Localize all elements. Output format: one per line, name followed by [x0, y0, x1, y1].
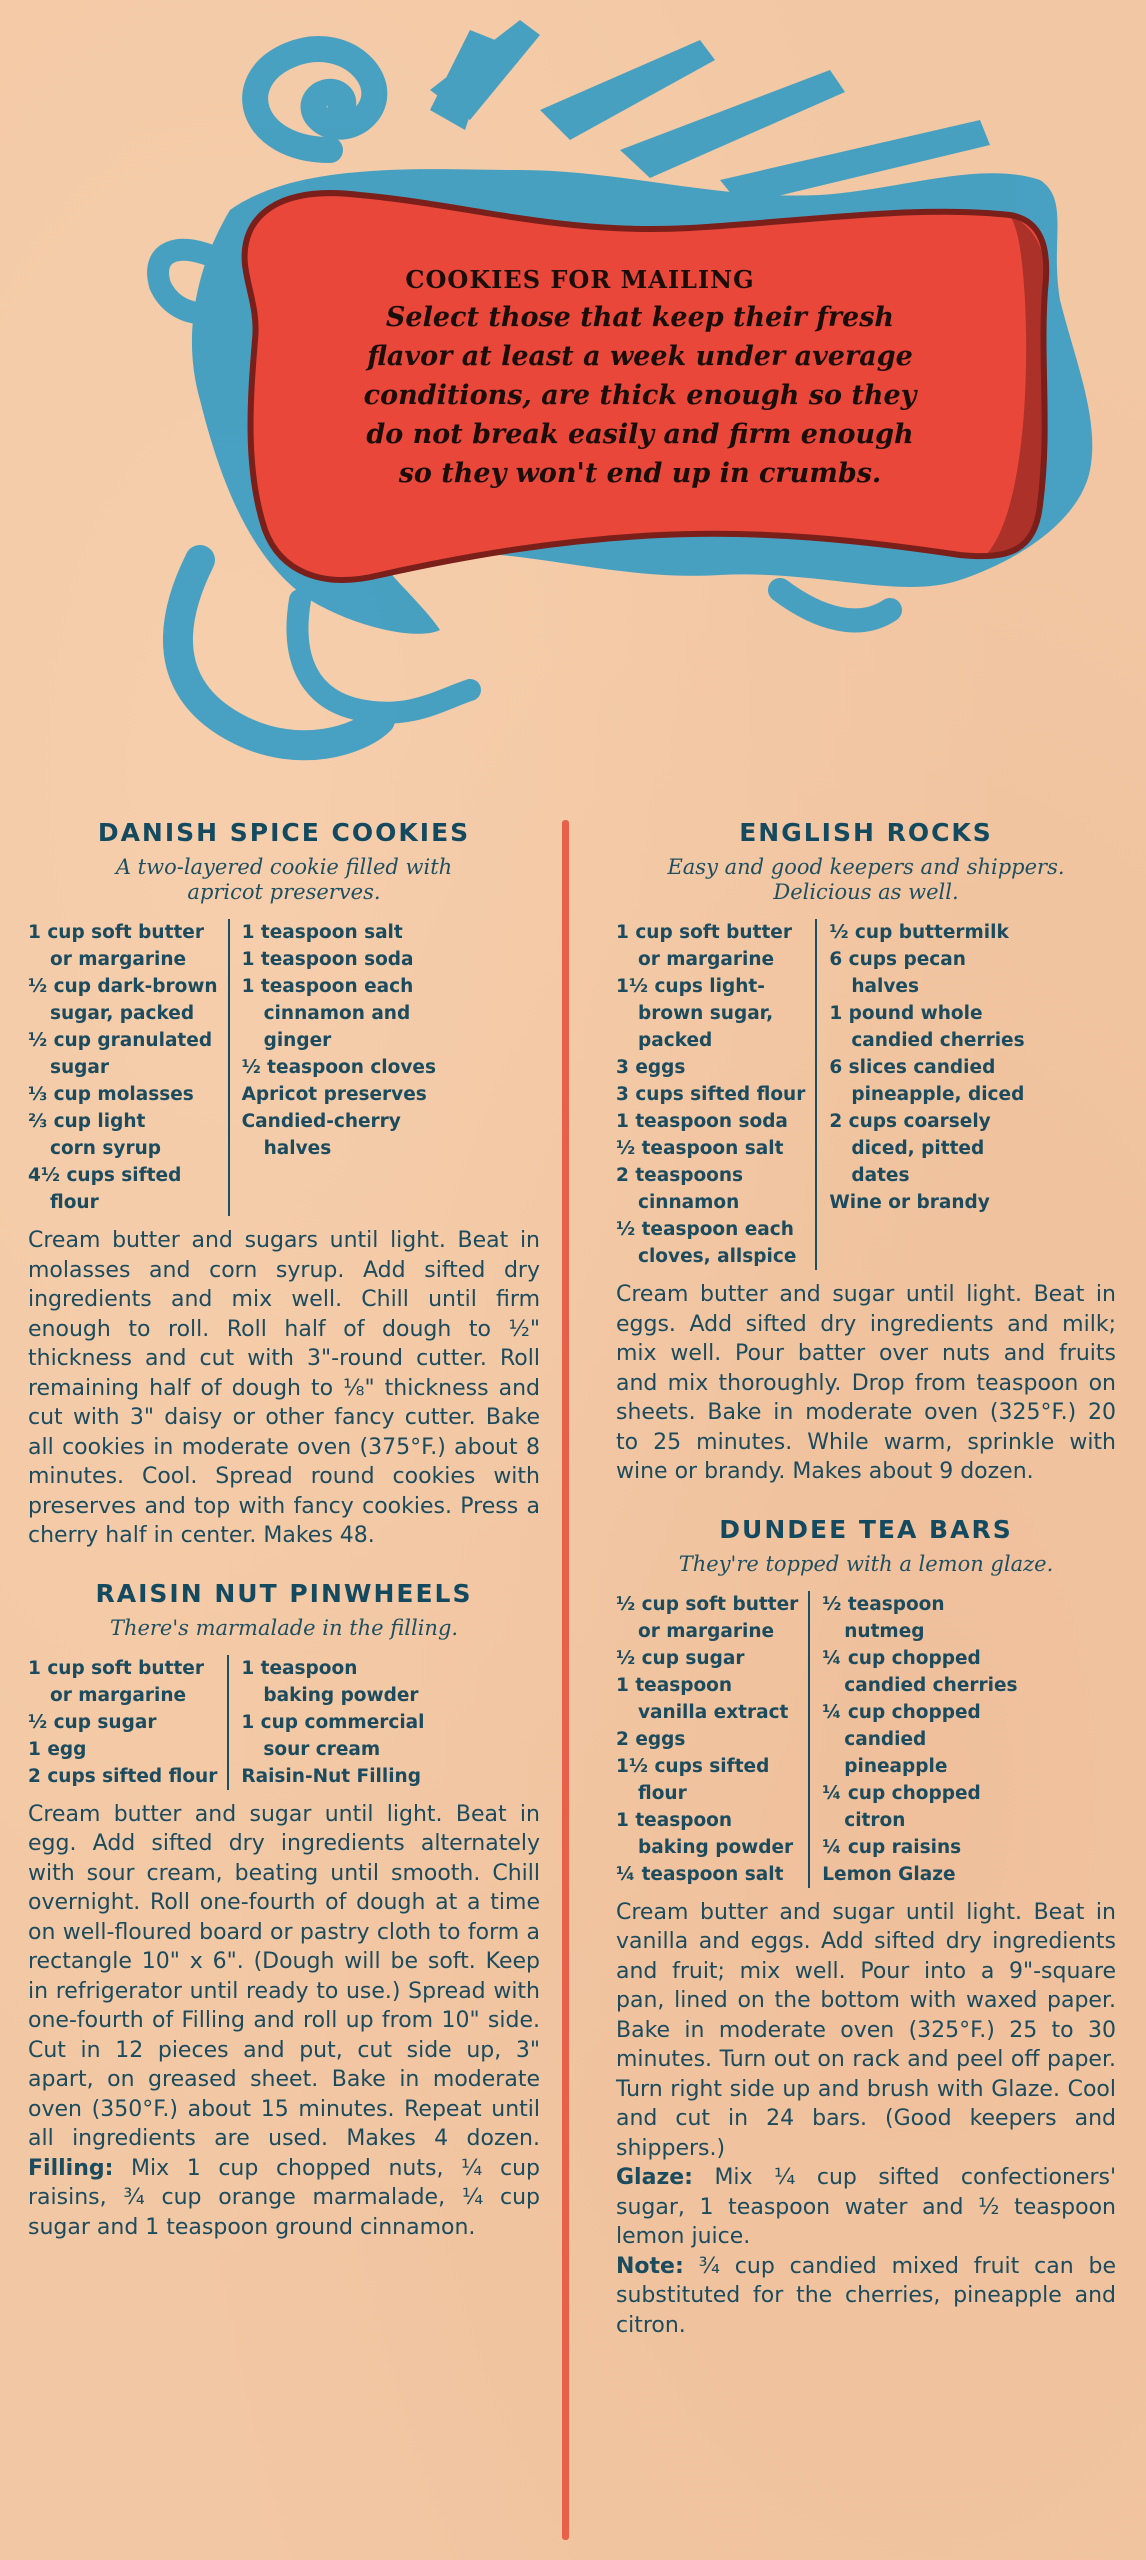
- recipe-title: DANISH SPICE COOKIES: [97, 818, 471, 847]
- ingredient-line: baking powder: [263, 1684, 419, 1706]
- column-divider: [562, 820, 569, 2540]
- ingredient-line: 2 cups sifted flour: [28, 1765, 218, 1787]
- recipe-dundee-tea-bars: [616, 1515, 1116, 2341]
- recipe-title: DUNDEE TEA BARS: [719, 1514, 1013, 1544]
- ingredient-line: candied cherries: [844, 1674, 1018, 1696]
- ingredient-line: 2 cups coarsely: [829, 1111, 991, 1132]
- glaze-label: Glaze:: [616, 2165, 693, 2190]
- ingredient-line: ½ teaspoon: [822, 1593, 945, 1615]
- method-text: Cream butter and sugar until light. Beat in egg. Add sifted dry ingredients alternately with sour cream, beating until smooth. Chill overnight. Roll one-fourth of dough at a time on well-floured board or pastry cloth to form a rectangle 10" x 6". (Dough will be soft. Keep in refrigerator until ready to use.) Spread with one-fourth of Filling and roll up from 10" side. Cut in 12 pieces and put, cut side up, 3" apart, on greased sheet. Bake in moderate oven (350°F.) about 15 minutes. Repeat until all ingredients are used. Makes 4 dozen. Filling: Mix 1 cup chopped nuts, ¼ cup raisins, ¾ cup orange marmalade, ¼ cup sugar and 1 teaspoon ground cinnamon.: [28, 1801, 540, 2240]
- ingredient-line: 1½ cups light-: [616, 976, 765, 997]
- note-paragraph: [616, 2252, 1116, 2341]
- recipe-subtitle: Easy and good keepers and shippers. Delicious as well.: [667, 855, 1065, 904]
- ingredient-line: 3 cups sifted flour: [616, 1084, 806, 1105]
- ingredient-line: cinnamon and: [263, 1003, 411, 1024]
- ingredient-line: 1 teaspoon salt: [241, 922, 403, 943]
- ingredient-line: corn syrup: [50, 1138, 162, 1159]
- ingredient-line: cinnamon: [638, 1192, 740, 1213]
- ingredient-line: packed: [638, 1030, 713, 1051]
- ingredient-line: Raisin-Nut Filling: [241, 1765, 421, 1787]
- recipe-title: RAISIN NUT PINWHEELS: [95, 1578, 473, 1608]
- recipe-method: [28, 1226, 540, 1551]
- ingredient-column-right: [230, 919, 436, 1216]
- ingredient-line: or margarine: [638, 949, 775, 970]
- ingredient-line: ½ teaspoon salt: [616, 1138, 784, 1159]
- ingredient-line: ¼ cup chopped: [822, 1647, 981, 1669]
- ingredient-line: ½ cup sugar: [28, 1711, 157, 1733]
- ingredient-line: ½ cup granulated: [28, 1030, 213, 1051]
- ingredient-line: 1 cup soft butter: [28, 1657, 204, 1679]
- ingredient-line: 2 eggs: [616, 1728, 686, 1750]
- ingredient-column-left: [28, 919, 230, 1216]
- ingredient-line: 1 teaspoon: [616, 1809, 733, 1831]
- ingredient-line: 1 teaspoon soda: [241, 949, 414, 970]
- ingredient-line: Lemon Glaze: [822, 1863, 956, 1885]
- ingredient-list: [616, 919, 1116, 1270]
- left-column: [28, 818, 540, 2270]
- ingredient-line: cloves, allspice: [638, 1246, 797, 1267]
- ingredient-line: ½ teaspoon each: [616, 1219, 794, 1240]
- ingredient-line: vanilla extract: [638, 1701, 789, 1723]
- glaze-paragraph: [616, 2163, 1116, 2252]
- recipe-subtitle: There's marmalade in the filling.: [109, 1615, 459, 1640]
- ingredient-line: Wine or brandy: [829, 1192, 990, 1213]
- ingredient-line: pineapple, diced: [851, 1084, 1025, 1105]
- ingredient-line: or margarine: [50, 949, 187, 970]
- ingredient-line: pineapple: [844, 1755, 948, 1777]
- ingredient-line: or margarine: [638, 1620, 775, 1642]
- recipe-subtitle: A two-layered cookie filled with apricot preserves.: [115, 855, 453, 904]
- ingredient-line: ½ cup buttermilk: [829, 922, 1009, 943]
- method-text: Cream butter and sugar until light. Beat in eggs. Add sifted dry ingredients and milk; mix well. Pour batter over nuts and fruits and mix thoroughly. Drop from teaspoon on sheets. Bake in moderate oven (325°F.) 20 to 25 minutes. While warm, sprinkle with wine or brandy. Makes about 9 dozen.: [616, 1282, 1116, 1484]
- ingredient-line: or margarine: [50, 1684, 187, 1706]
- ingredient-line: Apricot preserves: [241, 1084, 427, 1105]
- glaze-text: Mix ¼ cup sifted confectioners' sugar, 1 teaspoon water and ½ teaspoon lemon juice.: [616, 2165, 1116, 2249]
- ingredient-list: [28, 919, 540, 1216]
- ingredient-column-left: [616, 1591, 810, 1888]
- ingredient-line: halves: [851, 976, 919, 997]
- ingredient-line: sugar: [50, 1057, 110, 1078]
- ingredient-line: 3 eggs: [616, 1057, 686, 1078]
- ingredient-line: flour: [638, 1782, 687, 1804]
- recipe-danish-spice-cookies: [28, 818, 540, 1551]
- ingredient-list: [616, 1591, 1116, 1888]
- recipe-method: [616, 1898, 1116, 2341]
- recipe-english-rocks: [616, 818, 1116, 1487]
- ingredient-column-right: [817, 919, 1024, 1270]
- ingredient-line: Candied-cherry: [241, 1111, 401, 1132]
- note-label: Note:: [616, 2253, 684, 2279]
- ingredient-line: ¼ teaspoon salt: [616, 1863, 784, 1885]
- ingredient-line: 6 cups pecan: [829, 949, 966, 970]
- ingredient-line: 1 egg: [28, 1738, 87, 1760]
- recipe-method: [28, 1800, 540, 2243]
- ingredient-line: ½ teaspoon cloves: [241, 1057, 436, 1078]
- ingredient-line: 6 slices candied: [829, 1057, 996, 1078]
- ingredient-line: 1 teaspoon each: [241, 976, 414, 997]
- method-text: Cream butter and sugars until light. Beat in molasses and corn syrup. Add sifted dry ingredients and mix well. Chill until firm enough to roll. Roll half of dough to ½" thickness and cut with 3"-round cutter. Roll remaining half of dough to ⅛" thickness and cut with 3" daisy or other fancy cutter. Bake all cookies in moderate oven (375°F.) about 8 minutes. Cool. Spread round cookies with preserves and top with fancy cookies. Press a cherry half in center. Makes 48.: [28, 1228, 540, 1548]
- recipe-raisin-nut-pinwheels: [28, 1579, 540, 2243]
- ingredient-line: brown sugar,: [638, 1003, 774, 1024]
- ingredient-line: 1½ cups sifted: [616, 1755, 770, 1777]
- filling-text: Mix 1 cup chopped nuts, ¼ cup raisins, ¾ cup orange marmalade, ¼ cup sugar and 1 teaspoon ground cinnamon.: [28, 2155, 540, 2240]
- ingredient-line: sour cream: [263, 1738, 381, 1760]
- ingredient-line: 1 cup soft butter: [616, 922, 792, 943]
- note-text: ¾ cup candied mixed fruit can be substituted for the cherries, pineapple and citron.: [616, 2253, 1116, 2338]
- ingredient-line: sugar, packed: [50, 1003, 195, 1024]
- ingredient-line: 4½ cups sifted: [28, 1165, 182, 1186]
- ingredient-line: 1 teaspoon: [241, 1657, 358, 1679]
- ingredient-line: ½ cup soft butter: [616, 1593, 799, 1615]
- ingredient-line: ¼ cup chopped: [822, 1701, 981, 1723]
- ingredient-line: diced, pitted: [851, 1138, 985, 1159]
- ingredient-column-left: [616, 919, 817, 1270]
- ingredient-line: citron: [844, 1809, 906, 1831]
- ingredient-line: candied: [844, 1728, 927, 1750]
- ingredient-line: 1 cup soft butter: [28, 922, 204, 943]
- banner-text: [360, 265, 920, 493]
- ingredient-line: dates: [851, 1165, 910, 1186]
- banner-body: Select those that keep their fresh flavor at least a week under average conditions, are thick enough so they do not break easily and firm enough so they won't end up in crumbs.: [363, 302, 917, 489]
- ingredient-line: 1 teaspoon soda: [616, 1111, 788, 1132]
- ingredient-line: candied cherries: [851, 1030, 1025, 1051]
- recipe-method: [616, 1280, 1116, 1487]
- ingredient-line: flour: [50, 1192, 99, 1213]
- ingredient-column-left: [28, 1655, 229, 1790]
- ingredient-column-right: [229, 1655, 424, 1790]
- ingredient-list: [28, 1655, 540, 1790]
- ingredient-line: 1 cup commercial: [241, 1711, 425, 1733]
- ingredient-line: nutmeg: [844, 1620, 925, 1642]
- ingredient-line: ¼ cup raisins: [822, 1836, 962, 1858]
- recipe-title: ENGLISH ROCKS: [739, 818, 993, 847]
- ingredient-line: ⅔ cup light: [28, 1111, 146, 1132]
- ingredient-line: 2 teaspoons: [616, 1165, 744, 1186]
- ingredient-line: baking powder: [638, 1836, 794, 1858]
- ingredient-line: ¼ cup chopped: [822, 1782, 981, 1804]
- ingredient-line: ½ cup dark-brown: [28, 976, 218, 997]
- ingredient-line: halves: [263, 1138, 332, 1159]
- ingredient-line: 1 pound whole: [829, 1003, 983, 1024]
- method-text: Cream butter and sugar until light. Beat in vanilla and eggs. Add sifted dry ingredients and fruit; mix well. Pour into a 9"-square pan, lined on the bottom with waxed paper. Bake in moderate oven (325°F.) 25 to 30 minutes. Turn out on rack and peel off paper. Turn right side up and brush with Glaze. Cool and cut in 24 bars. (Good keepers and shippers.): [616, 1899, 1116, 2161]
- filling-label: Filling:: [28, 2155, 114, 2181]
- ingredient-line: ⅓ cup molasses: [28, 1084, 194, 1105]
- ingredient-column-right: [810, 1591, 1017, 1888]
- banner-title: COOKIES FOR MAILING: [405, 265, 755, 294]
- ingredient-line: ½ cup sugar: [616, 1647, 745, 1669]
- recipe-subtitle: They're topped with a lemon glaze.: [678, 1551, 1054, 1576]
- ingredient-line: 1 teaspoon: [616, 1674, 733, 1696]
- right-column: [616, 818, 1116, 2368]
- ingredient-line: ginger: [263, 1030, 332, 1051]
